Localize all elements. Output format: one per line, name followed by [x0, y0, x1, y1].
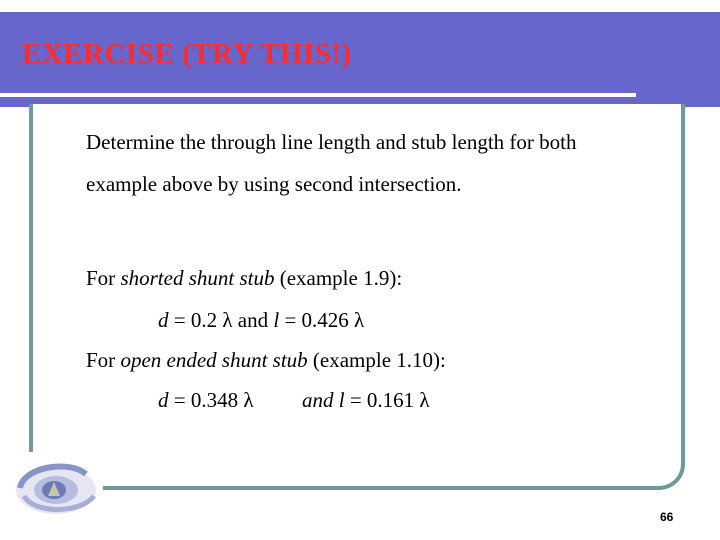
- slide-title: EXERCISE (TRY THIS!): [22, 38, 352, 70]
- shorted-l-val: = 0.426 λ: [279, 308, 365, 332]
- paragraph-line-1: Determine the through line length and stub length for both: [86, 130, 577, 154]
- shorted-suffix: (example 1.9):: [274, 266, 403, 290]
- open-stub-l-value: [302, 388, 430, 413]
- open-stub-heading: [86, 348, 446, 373]
- shorted-stub-values: [158, 308, 364, 333]
- open-prefix: For: [86, 348, 121, 372]
- shorted-stub-heading: [86, 266, 402, 291]
- open-suffix: (example 1.10):: [307, 348, 446, 372]
- open-stub-d-value: [158, 388, 254, 413]
- open-l-val: = 0.161 λ: [344, 388, 430, 412]
- content-frame: [29, 104, 685, 490]
- shorted-prefix: For: [86, 266, 121, 290]
- shorted-l-var: l: [273, 308, 280, 332]
- shorted-d-val: = 0.2 λ and: [168, 308, 274, 332]
- open-l-var: l: [338, 388, 345, 412]
- open-italic: open ended shunt stub: [120, 348, 308, 372]
- open-and-text: and: [302, 388, 339, 412]
- open-d-val: = 0.348 λ: [168, 388, 254, 412]
- open-d-var: d: [158, 388, 169, 412]
- page-number: 66: [660, 510, 674, 524]
- header-corner: [690, 12, 720, 107]
- title-underline: [0, 93, 636, 97]
- shorted-d-var: d: [158, 308, 169, 332]
- shorted-italic: shorted shunt stub: [120, 266, 275, 290]
- logo-icon: [14, 452, 104, 518]
- paragraph-line-2: example above by using second intersection.: [86, 172, 462, 196]
